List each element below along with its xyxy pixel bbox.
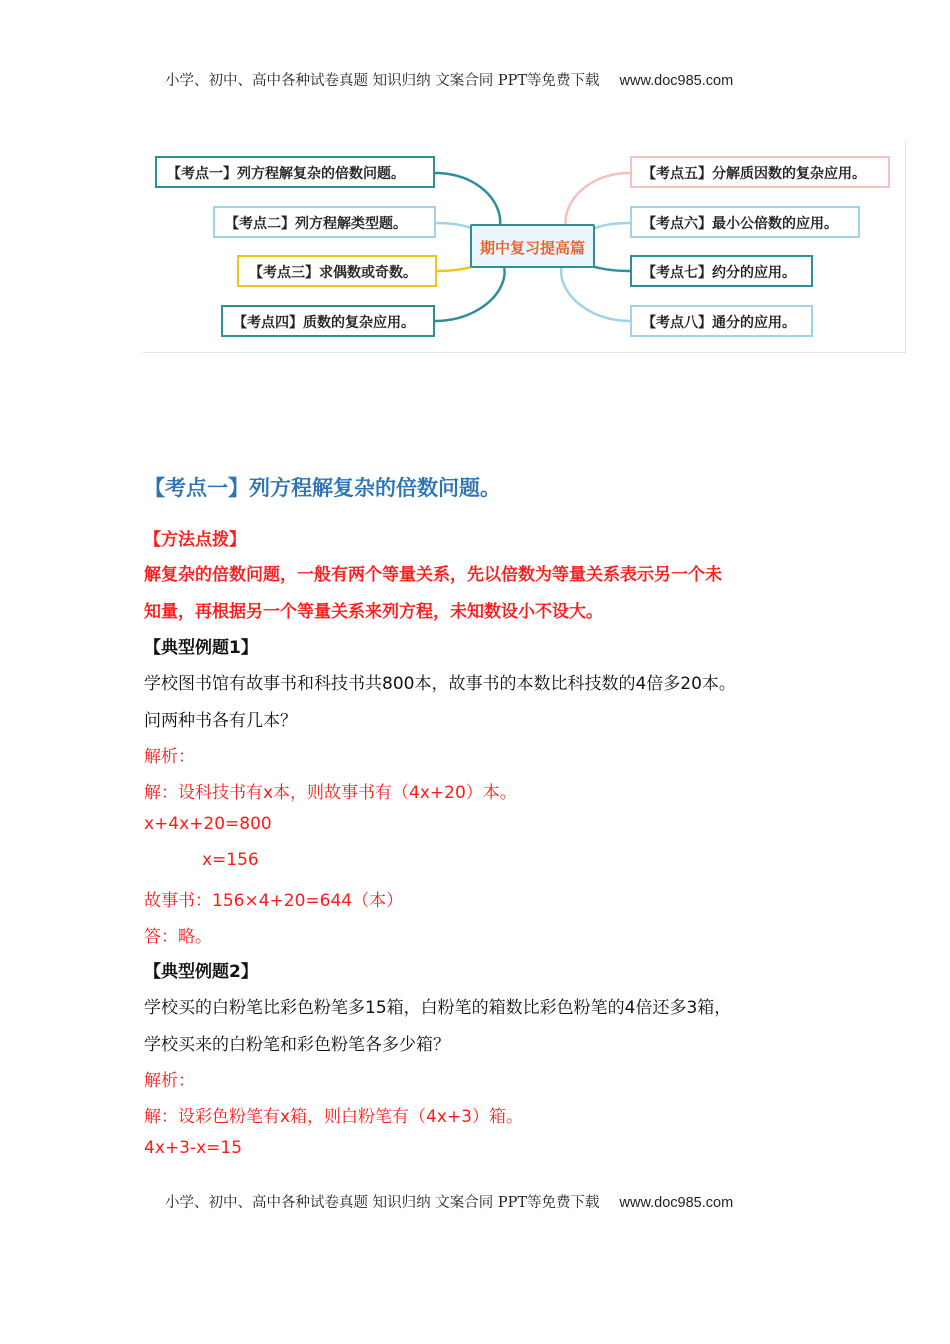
topic-box-7: 【考点七】约分的应用。 [630, 255, 813, 287]
section-title: 【考点一】列方程解复杂的倍数问题。 [144, 476, 501, 500]
topic-box-8: 【考点八】通分的应用。 [630, 305, 813, 337]
example1-solution-line-5: 答：略。 [144, 927, 212, 947]
example2-solution-line-1: 解：设彩色粉笔有x箱，则白粉笔有（4x+3）箱。 [144, 1107, 523, 1127]
topic-box-5: 【考点五】分解质因数的复杂应用。 [630, 156, 890, 188]
page-footer [165, 1191, 805, 1212]
example2-question-line-2: 学校买来的白粉笔和彩色粉笔各多少箱？ [144, 1035, 450, 1055]
topic-box-1: 【考点一】列方程解复杂的倍数问题。 [155, 156, 435, 188]
example2-question-line-1: 学校买的白粉笔比彩色粉笔多15箱，白粉笔的箱数比彩色粉笔的4倍还多3箱， [144, 998, 732, 1018]
example1-solution-line-3: x=156 [202, 850, 259, 870]
page-header [165, 69, 805, 90]
method-label: 【方法点拨】 [144, 530, 246, 550]
topic-box-4: 【考点四】质数的复杂应用。 [221, 305, 435, 337]
example2-label: 【典型例题2】 [144, 962, 258, 982]
topic-box-3: 【考点三】求偶数或奇数。 [237, 255, 437, 287]
example2-solution-line-2: 4x+3-x=15 [144, 1138, 243, 1158]
example2-analysis-label: 解析： [144, 1071, 195, 1091]
mind-map [143, 140, 906, 353]
mind-map-center: 期中复习提高篇 [470, 224, 595, 268]
header-text: 小学、初中、高中各种试卷真题 知识归纳 文案合同 PPT等免费下载 [165, 73, 600, 89]
topic-box-2: 【考点二】列方程解类型题。 [213, 206, 436, 238]
example1-solution-line-2: x+4x+20=800 [144, 814, 272, 834]
footer-text: 小学、初中、高中各种试卷真题 知识归纳 文案合同 PPT等免费下载 [165, 1195, 600, 1211]
example1-question-line-1: 学校图书馆有故事书和科技书共800本，故事书的本数比科技数的4倍多20本。 [144, 674, 736, 694]
footer-url[interactable]: www.doc985.com [619, 1195, 734, 1211]
method-line-2: 知量，再根据另一个等量关系来列方程，未知数设小不设大。 [144, 602, 603, 622]
example1-label: 【典型例题1】 [144, 638, 258, 658]
method-line-1: 解复杂的倍数问题，一般有两个等量关系，先以倍数为等量关系表示另一个未 [144, 565, 722, 585]
example1-solution-line-1: 解：设科技书有x本，则故事书有（4x+20）本。 [144, 783, 517, 803]
example1-solution-line-4: 故事书：156×4+20=644（本） [144, 891, 404, 911]
example1-analysis-label: 解析： [144, 747, 195, 767]
example1-question-line-2: 问两种书各有几本？ [144, 711, 297, 731]
topic-box-6: 【考点六】最小公倍数的应用。 [630, 206, 860, 238]
header-url[interactable]: www.doc985.com [619, 73, 734, 89]
